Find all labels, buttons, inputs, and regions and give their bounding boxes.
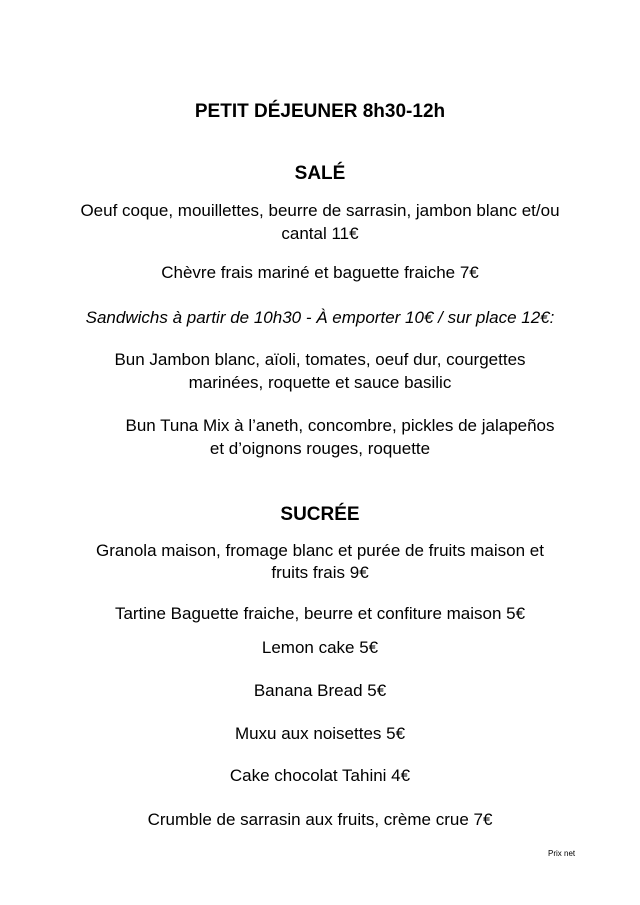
menu-item-banana-bread: Banana Bread 5€ xyxy=(253,681,387,700)
price-footnote: Prix net xyxy=(548,849,576,858)
menu-item-crumble: Crumble de sarrasin aux fruits, crème crue 7€ xyxy=(147,810,493,829)
menu-item-oeuf-coque-line-2: cantal 11€ xyxy=(281,224,359,243)
menu-item-bun-jambon-line-2: marinées, roquette et sauce basilic xyxy=(188,373,452,392)
sandwich-note: Sandwichs à partir de 10h30 - À emporter 10€ / sur place 12€: xyxy=(85,308,555,327)
menu-title: PETIT DÉJEUNER 8h30-12h xyxy=(194,101,446,122)
section-heading-sale: SALÉ xyxy=(294,163,346,184)
menu-item-lemon-cake: Lemon cake 5€ xyxy=(261,638,379,657)
menu-item-muxu: Muxu aux noisettes 5€ xyxy=(234,724,406,743)
menu-item-bun-tuna-line-1: Bun Tuna Mix à l’aneth, concombre, pickles de jalapeños xyxy=(125,416,555,435)
menu-item-cake-chocolat: Cake chocolat Tahini 4€ xyxy=(229,766,411,785)
menu-item-bun-jambon-line-1: Bun Jambon blanc, aïoli, tomates, oeuf dur, courgettes xyxy=(114,350,526,369)
menu-item-oeuf-coque-line-1: Oeuf coque, mouillettes, beurre de sarrasin, jambon blanc et/ou xyxy=(80,201,560,220)
menu-item-tartine: Tartine Baguette fraiche, beurre et confiture maison 5€ xyxy=(114,604,526,623)
menu-item-bun-tuna-line-2: et d’oignons rouges, roquette xyxy=(209,439,431,458)
menu-item-chevre-frais: Chèvre frais mariné et baguette fraiche 7€ xyxy=(161,263,479,282)
section-heading-sucree: SUCRÉE xyxy=(280,504,360,525)
menu-item-granola-line-1: Granola maison, fromage blanc et purée de fruits maison et xyxy=(96,541,544,560)
menu-item-granola-line-2: fruits frais 9€ xyxy=(271,563,369,582)
